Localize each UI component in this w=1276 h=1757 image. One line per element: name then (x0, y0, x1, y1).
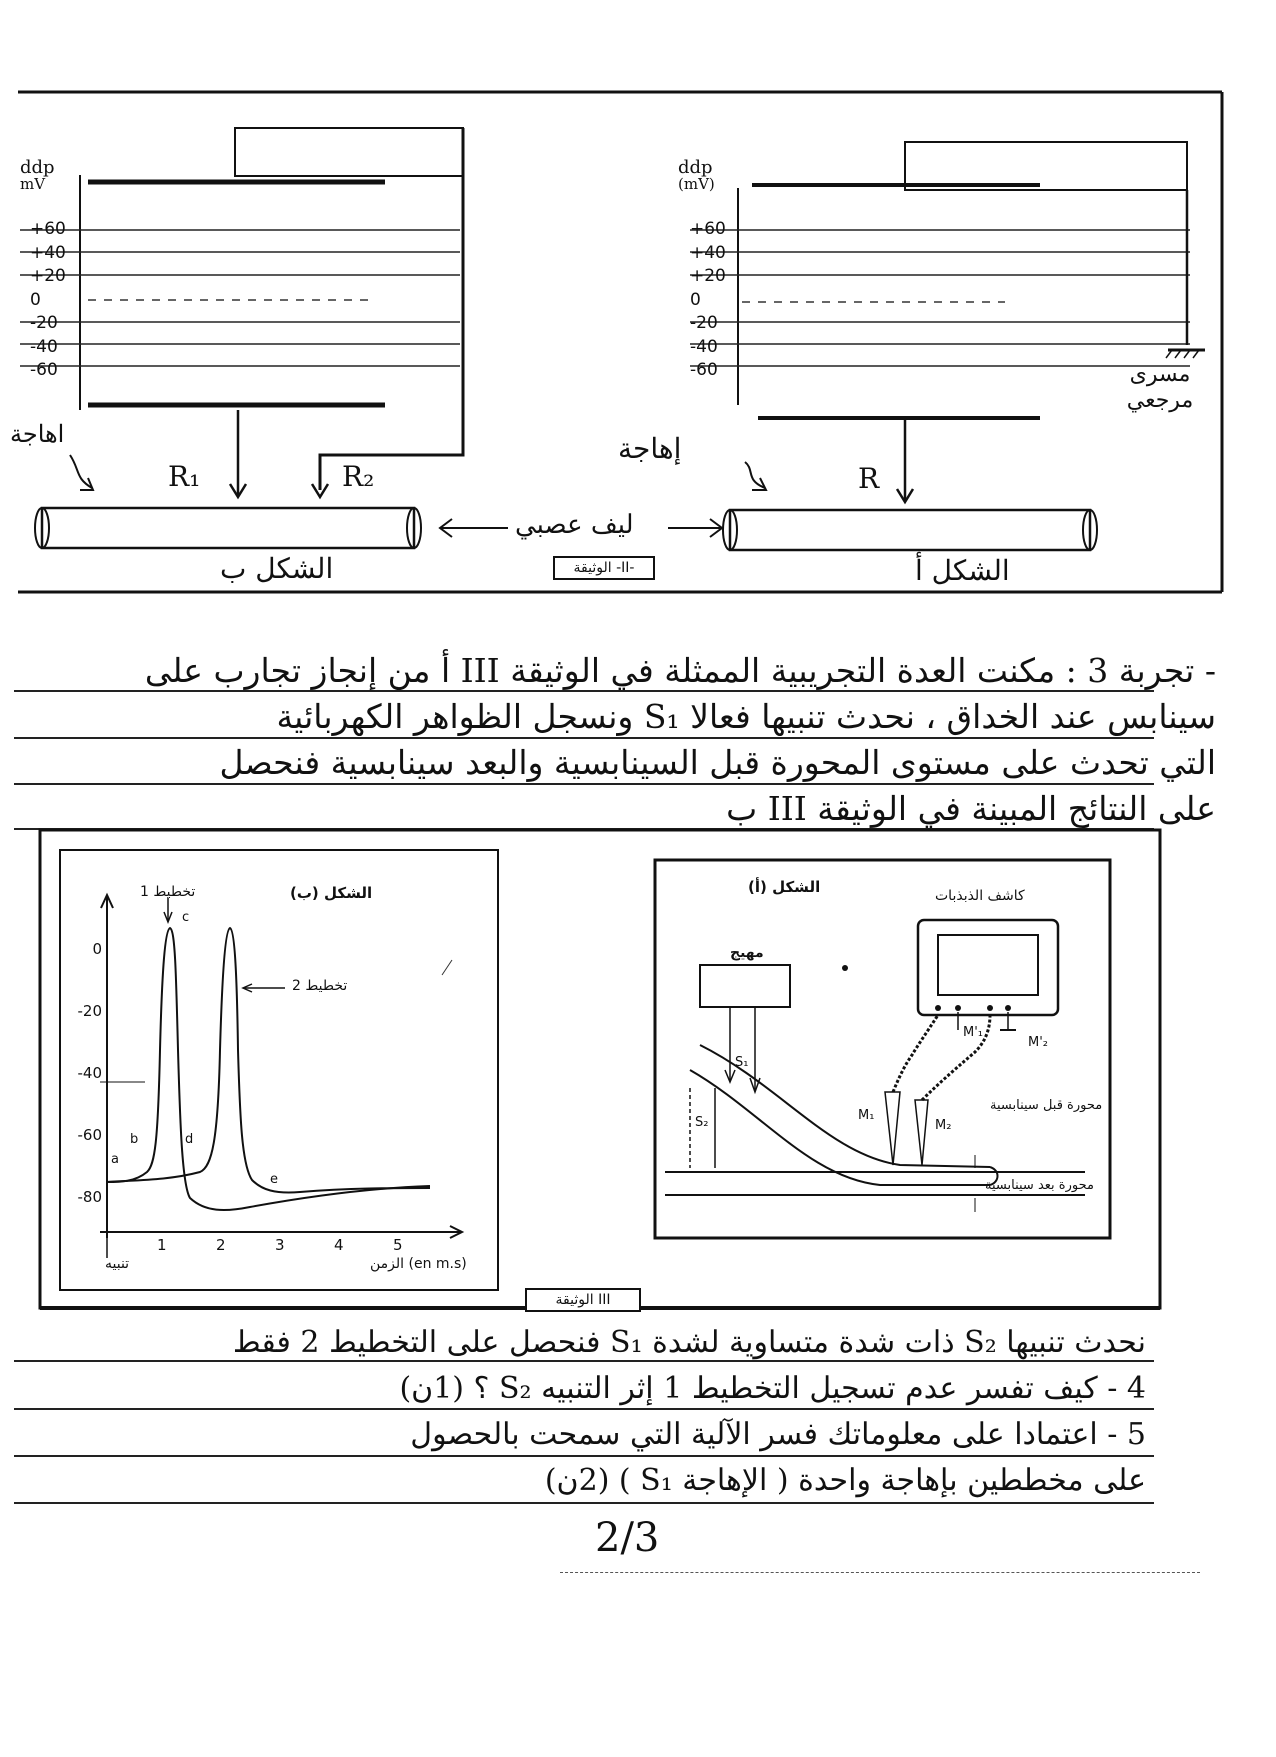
ruled-line (14, 1455, 1154, 1457)
presynaptic-label: محورة قبل سينابسية (990, 1098, 1103, 1113)
ruled-line (14, 690, 1154, 692)
experiment-3-text (116, 648, 1216, 832)
postsynaptic-label: محورة بعد سينابسية (985, 1178, 1094, 1193)
question-intro: نحدث تنبيها S₂ ذات شدة متساوية لشدة S₁ فنحصل على التخطيط 2 فقط (232, 1325, 1146, 1360)
setup-drawing (665, 920, 1085, 1212)
fig-a-stimulus-label: إهاجة (618, 432, 682, 465)
s2-label: S₂ (695, 1115, 709, 1130)
ground-label: مسرى مرجعي (1126, 362, 1194, 413)
fig-b-label: الشكل ب (220, 552, 334, 585)
trace-2 (107, 928, 430, 1193)
fig-b-ticks: +60 +40 +20 0 -20 -40 -60 (30, 219, 66, 380)
s1-label: S₁ (735, 1055, 749, 1070)
question-5-cont: على مخططين بإهاجة واحدة ( الإهاجة S₁ ) (2ن) (544, 1463, 1146, 1498)
nerve-fiber-label: ليف عصبي (515, 510, 634, 540)
document-3-caption: الوثيقة III (525, 1288, 641, 1312)
exp3-line-4: على النتائج المبينة في الوثيقة III ب (726, 789, 1216, 828)
ruled-line (14, 1360, 1154, 1362)
m1-label: M₁ (858, 1108, 875, 1123)
point-d: d (185, 1132, 194, 1147)
ruled-line (14, 1502, 1154, 1504)
question-4: 4 - كيف تفسر عدم تسجيل التخطيط 1 إثر التنبيه S₂ ؟ (1ن) (399, 1371, 1146, 1406)
ruled-line (14, 783, 1154, 785)
point-e: e (270, 1172, 278, 1187)
fig-b-ylabel: ddp (20, 157, 55, 178)
trace-graph (100, 895, 462, 1258)
electrode-r1: R₁ (168, 460, 201, 493)
ruled-line (14, 737, 1154, 739)
fig-a-label: الشكل (أ) (748, 878, 821, 896)
trace-2-label: تخطيط 2 (292, 978, 348, 994)
page-number: 2/3 (595, 1515, 660, 1561)
ruled-line (14, 1408, 1154, 1410)
graph-x-tick: 1 (157, 1236, 167, 1254)
questions-text (26, 1320, 1146, 1504)
graph-x-tick: 3 (275, 1236, 285, 1254)
point-b: b (130, 1132, 139, 1147)
graph-x-tick: 4 (334, 1236, 344, 1254)
m1-prime-label: M'₁ (963, 1025, 984, 1040)
graph-y-ticks: 0 -20 -40 -60 -80 (77, 940, 102, 1206)
fig-a-ylabel: ddp (678, 157, 713, 178)
m2-prime-label: M'₂ (1028, 1035, 1049, 1050)
trace-1 (107, 928, 430, 1210)
oscilloscope-label: كاشف الذبذبات (935, 888, 1025, 904)
exp3-line-1: - تجربة 3 : مكنت العدة التجريبية الممثلة في الوثيقة III أ من إنجاز تجارب على (144, 651, 1216, 690)
fig-a-label: الشكل أ (915, 554, 1010, 587)
graph-x-label: الزمن (en m.s) (370, 1256, 467, 1272)
graph-x-tick: 2 (216, 1236, 226, 1254)
fig-b-label: الشكل (ب) (290, 884, 373, 902)
point-c: c (182, 910, 190, 925)
stimulus-label: تنبيه (105, 1256, 130, 1272)
fig-a-yunit: (mV) (678, 175, 715, 193)
electrode-r2: R₂ (342, 460, 375, 493)
document-2-caption: الوثيقة -II- (553, 556, 655, 580)
fig-b-yunit: mV (20, 175, 46, 193)
trace-1-label: تخطيط 1 (140, 884, 196, 900)
question-5: 5 - اعتمادا على معلوماتك فسر الآلية التي سمحت بالحصول (410, 1417, 1146, 1452)
fig-a-ticks: +60 +40 +20 0 -20 -40 -60 (690, 219, 726, 380)
graph-x-tick: 5 (393, 1236, 403, 1254)
m2-label: M₂ (935, 1118, 952, 1133)
point-a: a (111, 1152, 119, 1167)
document-2-drawing (0, 0, 1276, 600)
electrode-r: R (858, 462, 880, 495)
fig-b-stimulus-label: اهاجة (10, 420, 65, 448)
exp3-line-3: التي تحدث على مستوى المحورة قبل السينابسية والبعد سينابسية فنحصل (219, 743, 1216, 782)
exp3-line-2: سينابس عند الخداق ، نحدث تنبيها فعالا S₁ ونسجل الظواهر الكهربائية (276, 697, 1216, 736)
stimulator-label: مهيج (730, 945, 764, 961)
footer-line (560, 1572, 1200, 1573)
